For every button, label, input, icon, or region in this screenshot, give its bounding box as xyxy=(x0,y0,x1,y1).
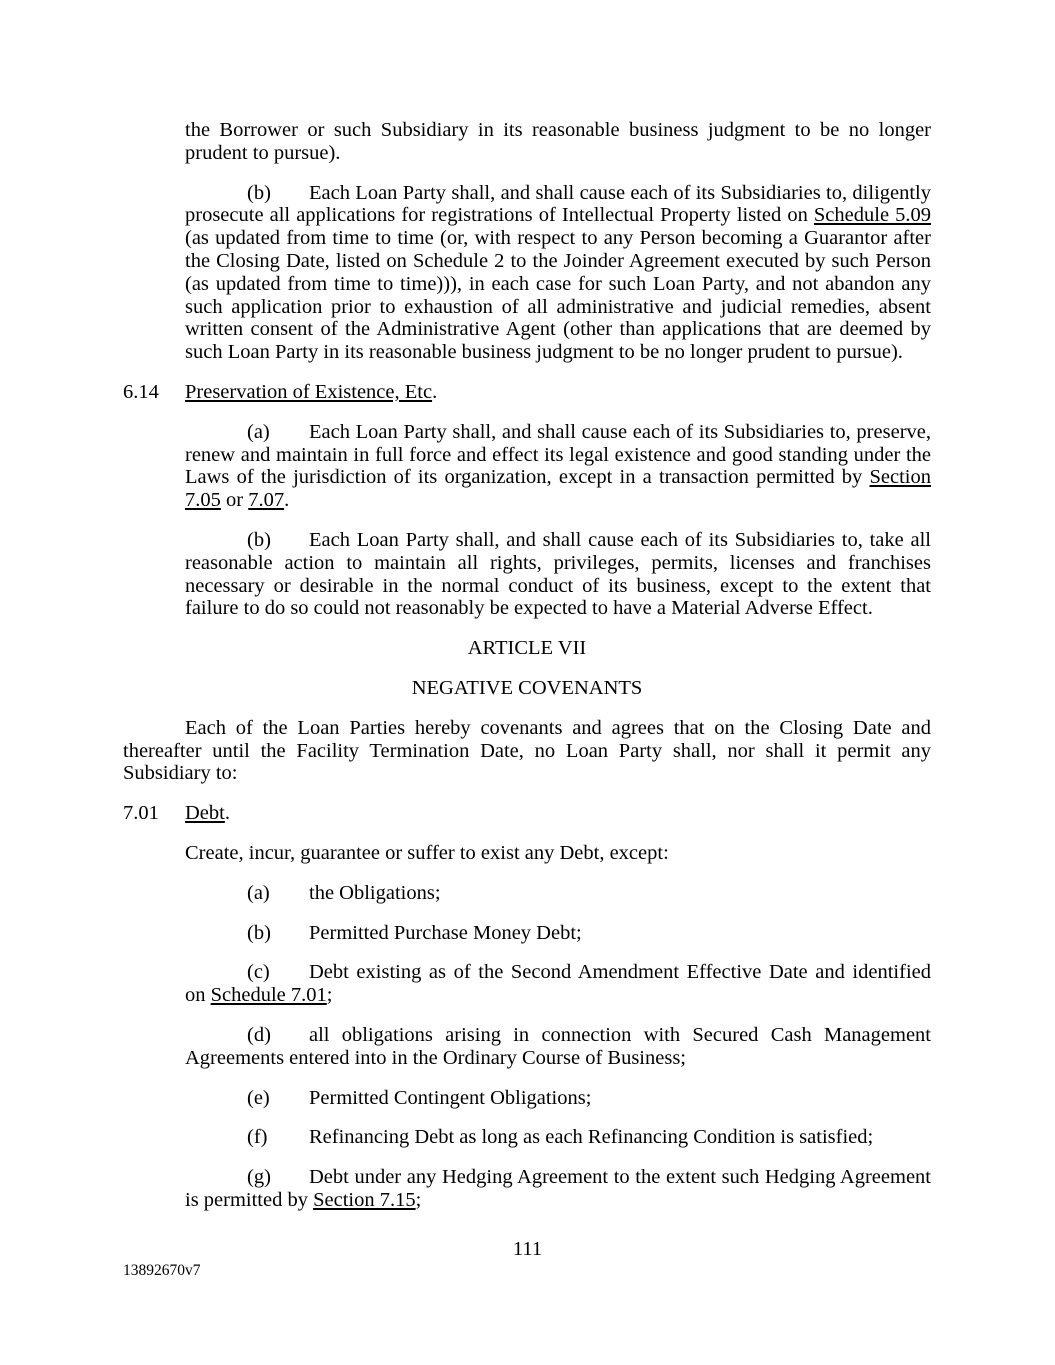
text-run: Permitted Purchase Money Debt; xyxy=(309,921,582,944)
text-run: Each of the Loan Parties hereby covenants and agrees that on the Closing Date and thereafter until the Facility Termination Date, no Loan Party shall, nor shall it permit any Subsidiary to: xyxy=(123,716,931,785)
section-title: Debt xyxy=(185,802,225,825)
article-title xyxy=(123,637,931,660)
text-run: ; xyxy=(326,984,333,1007)
section-heading-6-14 xyxy=(123,381,931,404)
text-run: (as updated from time to time (or, with respect to any Person becoming a Guarantor after the Closing Date, listed on Schedule 2 to the Joinder Agreement executed by such Person (as updated from time to time))), in each case for such Loan Party, and not abandon any such application prior to exhaustion of all administrative and judicial remedies, absent written consent of the Administrative Agent (other than applications that are deemed by such Loan Party in its reasonable business judgment to be no longer prudent to pursue). xyxy=(185,227,931,364)
text-run: Each Loan Party shall, and shall cause each of its Subsidiaries to, diligently prosecute all applications for registrations of Intellectual Property listed on xyxy=(185,181,931,227)
text-run: Each Loan Party shall, and shall cause each of its Subsidiaries to, take all reasonable action to maintain all rights, privileges, permits, licenses and franchises necessary or desirable in the normal conduct of its business, except to the extent that failure to do so could not reasonably be expected to have a Material Adverse Effect. xyxy=(185,528,931,620)
paragraph-label: (a) xyxy=(247,420,270,443)
text-run: the Borrower or such Subsidiary in its reasonable business judgment to be no longer prudent to pursue). xyxy=(185,119,931,164)
text-run: . xyxy=(284,489,290,512)
ref-section-7-07: 7.07 xyxy=(248,489,285,512)
text-run: ; xyxy=(415,1188,422,1211)
paragraph-label: (b) xyxy=(247,181,271,204)
text-run: Permitted Contingent Obligations; xyxy=(309,1086,592,1109)
section-heading-7-01 xyxy=(123,802,931,825)
section-title: Preservation of Existence, Etc xyxy=(185,380,433,403)
paragraph-6-14-a xyxy=(185,421,931,512)
text-run: Create, incur, guarantee or suffer to exist any Debt, except: xyxy=(185,841,669,864)
item-label: (c) xyxy=(247,961,270,984)
paragraph-6-14-b xyxy=(185,529,931,620)
section-number: 7.01 xyxy=(123,802,159,825)
paragraph-debt-lead xyxy=(123,842,931,865)
text-run: the Obligations; xyxy=(309,881,441,904)
ref-schedule-5-09: Schedule 5.09 xyxy=(813,204,932,227)
item-label: (a) xyxy=(247,881,270,904)
debt-item-d xyxy=(185,1024,931,1070)
document-body xyxy=(123,119,931,1229)
item-label: (e) xyxy=(247,1086,270,1109)
item-label: (d) xyxy=(247,1023,271,1046)
text-run: Each Loan Party shall, and shall cause each of its Subsidiaries to, preserve, renew and maintain in full force and effect its legal existence and good standing under the Laws of the jurisdiction of its organization, except in a transaction permitted by xyxy=(185,420,931,489)
section-title-suffix: . xyxy=(224,802,230,825)
paragraph-covenants-intro xyxy=(123,717,931,785)
debt-item-f xyxy=(185,1126,931,1149)
debt-item-b xyxy=(185,922,931,945)
ref-section-7-15: Section 7.15 xyxy=(313,1188,416,1211)
section-number: 6.14 xyxy=(123,380,159,403)
item-label: (f) xyxy=(247,1126,268,1149)
item-label: (g) xyxy=(247,1166,271,1189)
section-title-suffix: . xyxy=(432,380,438,403)
ref-schedule-7-01: Schedule 7.01 xyxy=(210,984,327,1007)
text-run: Debt under any Hedging Agreement to the extent such Hedging Agreement is permitted by xyxy=(185,1166,931,1211)
debt-item-g xyxy=(185,1166,931,1212)
article-title-text: ARTICLE VII xyxy=(467,637,587,660)
item-label: (b) xyxy=(247,921,271,944)
article-subtitle xyxy=(123,677,931,700)
text-run: Debt existing as of the Second Amendment Effective Date and identified on xyxy=(185,961,931,1007)
page-number: 111 xyxy=(512,1238,543,1260)
article-subtitle-text: NEGATIVE COVENANTS xyxy=(411,676,643,699)
text-run: all obligations arising in connection with Secured Cash Management Agreements entered into in the Ordinary Course of Business; xyxy=(185,1023,931,1069)
paragraph-label: (b) xyxy=(247,528,271,551)
debt-item-c xyxy=(185,961,931,1007)
debt-item-a xyxy=(185,882,931,905)
document-id-stamp: 13892670v7 xyxy=(123,1262,201,1279)
text-run: or xyxy=(220,489,249,512)
paragraph-continuation xyxy=(185,119,931,165)
text-run: Refinancing Debt as long as each Refinancing Condition is satisfied; xyxy=(309,1126,874,1149)
debt-item-e xyxy=(185,1087,931,1110)
paragraph-6-13-b xyxy=(185,182,931,364)
ref-section-7-05: Section 7.05 xyxy=(185,466,931,512)
